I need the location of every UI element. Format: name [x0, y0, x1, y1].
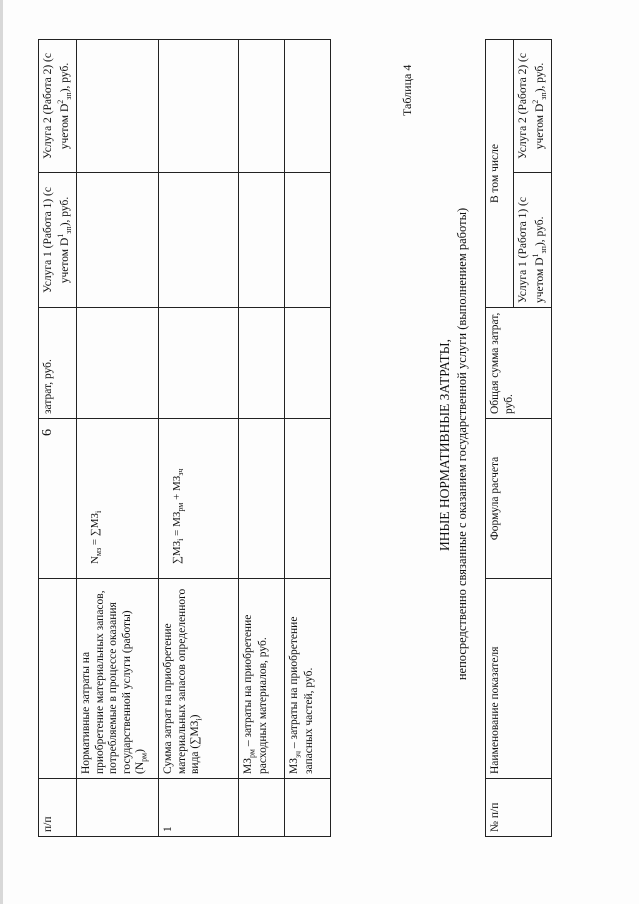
row-formula [239, 419, 285, 579]
row-cost [239, 308, 285, 419]
row-service2 [285, 40, 331, 173]
header-service1: Услуга 1 (Работа 1) (с учетом $D^1_{зп}$), руб. [514, 173, 552, 308]
row-formula: $N_{мз} = \sum МЗ_i$ [77, 419, 159, 579]
row-formula [285, 419, 331, 579]
row-service2 [159, 40, 239, 173]
table-row [77, 40, 159, 837]
header-service2: Услуга 2 (Работа 2) (с учетом $D^2_{зп}$), руб. [39, 40, 77, 173]
row-service1 [285, 173, 331, 308]
row-name: $МЗ_{рм}$ – затраты на приобретение расходных материалов, руб. [239, 579, 285, 779]
row-num [285, 779, 331, 837]
table-row [285, 40, 331, 837]
header-total: Общая сумма затрат, руб. [486, 308, 552, 419]
table-row [159, 40, 239, 837]
row-service2 [77, 40, 159, 173]
header-service2: Услуга 2 (Работа 2) (с учетом $D^2_{зп}$), руб. [514, 40, 552, 173]
table-header-row [39, 40, 77, 837]
section-title: ИНЫЕ НОРМАТИВНЫЕ ЗАТРАТЫ, [437, 339, 452, 551]
header-num: № п/п [486, 779, 552, 837]
header-formula [39, 419, 77, 579]
header-name: Наименование показателя [486, 579, 552, 779]
row-name: Нормативные затраты на приобретение материальных запасов, потребляемые в процессе оказания государственной услуги (работы) $(N_{рм})$ [77, 579, 159, 779]
header-service1: Услуга 1 (Работа 1) (с учетом $D^1_{зп}$), руб. [39, 173, 77, 308]
section-subtitle: непосредственно связанные с оказанием государственной услуги (выполнением работы) [455, 207, 469, 681]
header-cost: затрат, руб. [39, 308, 77, 419]
row-name: $МЗ_{зч}$ – затраты на приобретение запасных частей, руб. [285, 579, 331, 779]
row-cost [285, 308, 331, 419]
row-cost [159, 308, 239, 419]
row-num: 1 [159, 779, 239, 837]
row-service2 [239, 40, 285, 173]
header-including: В том числе [486, 40, 514, 308]
row-formula: $\sum МЗ_i = МЗ_{рм} + МЗ_{зч}$ [159, 419, 239, 579]
row-service1 [159, 173, 239, 308]
row-num [239, 779, 285, 837]
header-num: п/п [39, 779, 77, 837]
material-costs-table [38, 39, 331, 837]
row-name: Сумма затрат на приобретение материальных запасов определенного вида $(\sum МЗ_i)$ [159, 579, 239, 779]
table-row [239, 40, 285, 837]
other-costs-table [485, 39, 552, 837]
page-number: 6 [40, 429, 55, 436]
table-caption: Таблица 4 [400, 64, 414, 116]
header-name [39, 579, 77, 779]
row-cost [77, 308, 159, 419]
row-service1 [239, 173, 285, 308]
header-formula: Формула расчета [486, 419, 552, 579]
row-service1 [77, 173, 159, 308]
table-header-row [486, 40, 514, 837]
row-num [77, 779, 159, 837]
